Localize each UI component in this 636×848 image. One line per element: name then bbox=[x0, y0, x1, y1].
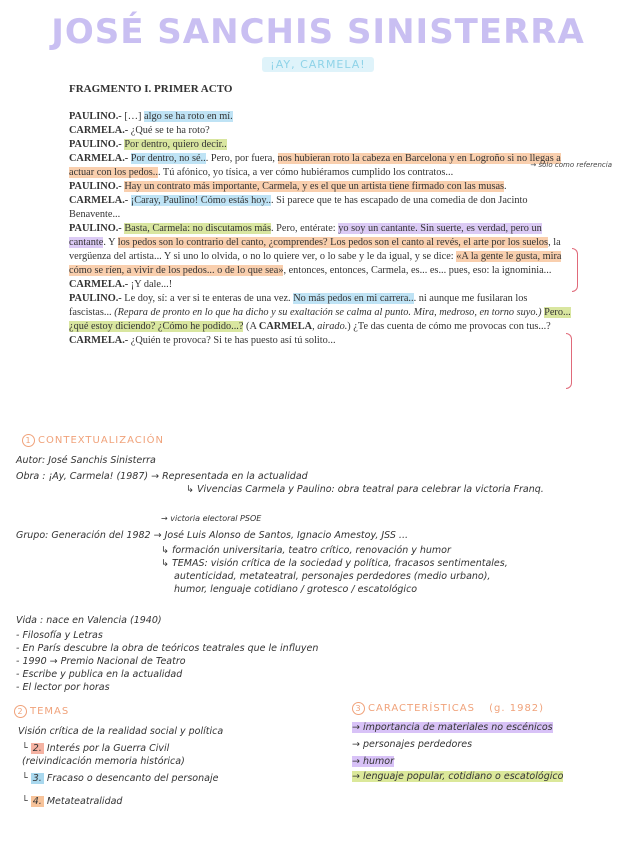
dialogue-text: . Tú afónico, yo tísica, a ver cómo hubiéramos cumplido los contratos... bbox=[157, 167, 454, 178]
tema-text: Metateatralidad bbox=[46, 796, 123, 807]
speaker-name: CARMELA.- bbox=[69, 279, 129, 290]
grupo-value: Generación del 1982 → José Luis Alonso de Santos, Ignacio Amestoy, JSS ... bbox=[51, 530, 408, 541]
tema-number: 2. bbox=[32, 743, 42, 754]
dialogue-text: , entonces, entonces, Carmela, es... es... pues, eso: la ignominia... bbox=[283, 265, 552, 276]
vida-line bbox=[16, 615, 162, 626]
highlighted-text: «A la gente le gusta, mira cómo se ríen, a vivir de los pedos... o de lo que sea» bbox=[69, 251, 562, 276]
autor-label: Autor: bbox=[16, 455, 46, 466]
carac-text: → humor bbox=[352, 756, 394, 767]
dialogue-text: (Repara de pronto en lo que ha dicho y su exaltación se calma al punto. Mira, medroso, en torno suyo.) bbox=[114, 307, 542, 318]
obra-value: ¡Ay, Carmela! (1987) → Representada en la actualidad bbox=[48, 471, 308, 482]
highlighted-text: Por dentro, quiero decir.. bbox=[124, 139, 227, 150]
speaker-name: PAULINO.- bbox=[69, 223, 122, 234]
study-notes bbox=[14, 0, 626, 848]
highlighted-text: No más pedos en mi carrera.. bbox=[293, 293, 414, 304]
dialogue-text: , la vergüenza del artista... Y si uno lo olvida, o no lo quiere ver, o lo sabe y le da igual, y se dice: bbox=[69, 237, 561, 262]
tema-number: 4. bbox=[32, 796, 42, 807]
obra-line bbox=[16, 471, 308, 482]
speaker-name: PAULINO.- bbox=[69, 139, 122, 150]
grupo-item: ↳ TEMAS: visión crítica de la sociedad y política, fracasos sentimentales, bbox=[161, 558, 508, 569]
obra-label: Obra : bbox=[16, 471, 46, 482]
speaker-name: CARMELA.- bbox=[69, 125, 129, 136]
speaker-name: CARMELA.- bbox=[69, 335, 129, 346]
section-caracteristicas bbox=[352, 702, 544, 715]
tema-sub: (reivindicación memoria histórica) bbox=[22, 756, 185, 767]
carac-text: → importancia de materiales no escénicos bbox=[352, 722, 553, 733]
carac-item bbox=[352, 722, 553, 733]
tema-item: └ 3. Fracaso o desencanto del personaje bbox=[22, 773, 219, 784]
section-title: TEMAS bbox=[30, 706, 70, 717]
tema-text: Fracaso o desencanto del personaje bbox=[46, 773, 219, 784]
dialogue-text: . Si parece que te has escapado de una comedia de don Jacinto Benavente... bbox=[69, 195, 528, 220]
dialogue-text: Le doy, sí: a ver si te enteras de una vez. bbox=[121, 293, 294, 304]
vida-item: - Filosofía y Letras bbox=[16, 630, 103, 641]
section-context bbox=[22, 434, 164, 447]
section-year: (g. 1982) bbox=[489, 703, 545, 714]
vida-item: - En París descubre la obra de teóricos teatrales que le influyen bbox=[16, 643, 319, 654]
highlighted-text: Por dentro, no sé.. bbox=[130, 153, 206, 164]
speaker-name: PAULINO.- bbox=[69, 181, 122, 192]
dialogue-text: […] bbox=[121, 111, 145, 122]
carac-text: → personajes perdedores bbox=[352, 739, 473, 750]
dialogue-text: ¡Y dale...! bbox=[128, 279, 173, 290]
section-number: 3 bbox=[352, 702, 365, 715]
dialogue-text: ¿Qué se te ha roto? bbox=[128, 125, 210, 136]
dialogue-text: (A bbox=[243, 321, 259, 332]
speaker-name: CARMELA.- bbox=[69, 153, 129, 164]
highlighted-text: los pedos son lo contrario del canto, ¿comprendes? Los pedos son el canto al revés, el arte por los suelos bbox=[117, 237, 549, 248]
dialogue-text: . bbox=[504, 181, 507, 192]
grupo-line bbox=[16, 530, 408, 541]
vida-item: - Escribe y publica en la actualidad bbox=[16, 669, 183, 680]
dialogue-text: ¿Quién te provoca? Si te has puesto así tú solito... bbox=[128, 335, 336, 346]
highlighted-text: nos hubieran roto la cabeza en Barcelona y en Logroño si no llegas a actuar con los pedos.. bbox=[69, 153, 561, 178]
highlighted-text: Pero... ¿qué estoy diciendo? ¿Cómo he podido...? bbox=[69, 307, 571, 332]
carac-item bbox=[352, 739, 472, 750]
section-temas bbox=[14, 705, 69, 718]
tema-item: └ 2. Interés por la Guerra Civil bbox=[22, 743, 170, 754]
dialogue-text: . Y bbox=[103, 237, 118, 248]
dialogue-text: CARMELA bbox=[258, 321, 313, 332]
grupo-item: humor, lenguaje cotidiano / grotesco / escatológico bbox=[174, 584, 418, 595]
speaker-name: PAULINO.- bbox=[69, 111, 122, 122]
tema-text: Interés por la Guerra Civil bbox=[46, 743, 170, 754]
carac-item bbox=[352, 756, 394, 767]
dialogue-text: . Pero, entérate: bbox=[271, 223, 339, 234]
vida-item: - 1990 → Premio Nacional de Teatro bbox=[16, 656, 186, 667]
fragment-heading: FRAGMENTO I. PRIMER ACTO bbox=[69, 83, 233, 95]
tema-item: └ 4. Metateatralidad bbox=[22, 796, 123, 807]
document-title: JOSÉ SANCHIS SINISTERRA bbox=[51, 12, 585, 52]
speaker-name: PAULINO.- bbox=[69, 293, 122, 304]
tema-number: 3. bbox=[32, 773, 42, 784]
dialogue-text: . Pero, por fuera, bbox=[205, 153, 278, 164]
highlighted-text: yo soy un cantante. Sin suerte, es verdad, pero un cantante bbox=[69, 223, 542, 248]
highlighted-text: algo se ha roto en mí. bbox=[144, 111, 233, 122]
grupo-item: autenticidad, metateatral, personajes perdedores (medio urbano), bbox=[174, 571, 491, 582]
dialogue-text: ) ¿Te das cuenta de cómo me provocas con tus...? bbox=[347, 321, 551, 332]
dialogue-text: , bbox=[312, 321, 318, 332]
highlighted-text: Hay un contrato más importante, Carmela, y es el que un artista tiene firmado con las musas bbox=[124, 181, 505, 192]
section-number: 2 bbox=[14, 705, 27, 718]
grupo-pre: → victoria electoral PSOE bbox=[161, 514, 262, 523]
dialogue-text: airado. bbox=[317, 321, 348, 332]
carac-item bbox=[352, 771, 563, 782]
temas-intro: Visión crítica de la realidad social y política bbox=[18, 726, 224, 737]
section-number: 1 bbox=[22, 434, 35, 447]
obra-sub: ↳ Vivencias Carmela y Paulino: obra teatral para celebrar la victoria Franq. bbox=[186, 484, 544, 495]
autor-value: José Sanchis Sinisterra bbox=[48, 455, 156, 466]
subtitle-text: ¡AY, CARMELA! bbox=[262, 57, 373, 72]
grupo-label: Grupo: bbox=[16, 530, 49, 541]
vida-item: - El lector por horas bbox=[16, 682, 110, 693]
grupo-item: ↳ formación universitaria, teatro crítico, renovación y humor bbox=[161, 545, 451, 556]
speaker-name: CARMELA.- bbox=[69, 195, 129, 206]
vida-label: Vida : bbox=[16, 615, 44, 626]
reference-note: → solo como referencia bbox=[530, 161, 612, 169]
section-title: CONTEXTUALIZACIÓN bbox=[38, 435, 165, 446]
autor-line bbox=[16, 455, 156, 466]
highlighted-text: ¡Caray, Paulino! Cómo estás hoy.. bbox=[130, 195, 272, 206]
highlighted-text: Basta, Carmela: no discutamos más bbox=[124, 223, 272, 234]
section-title: CARACTERÍSTICAS bbox=[368, 703, 475, 714]
vida-value: nace en Valencia (1940) bbox=[46, 615, 162, 626]
dialogue-text: . ni aunque me fusilaran los fascistas... bbox=[69, 293, 528, 318]
carac-text: → lenguaje popular, cotidiano o escatológico bbox=[352, 771, 564, 782]
